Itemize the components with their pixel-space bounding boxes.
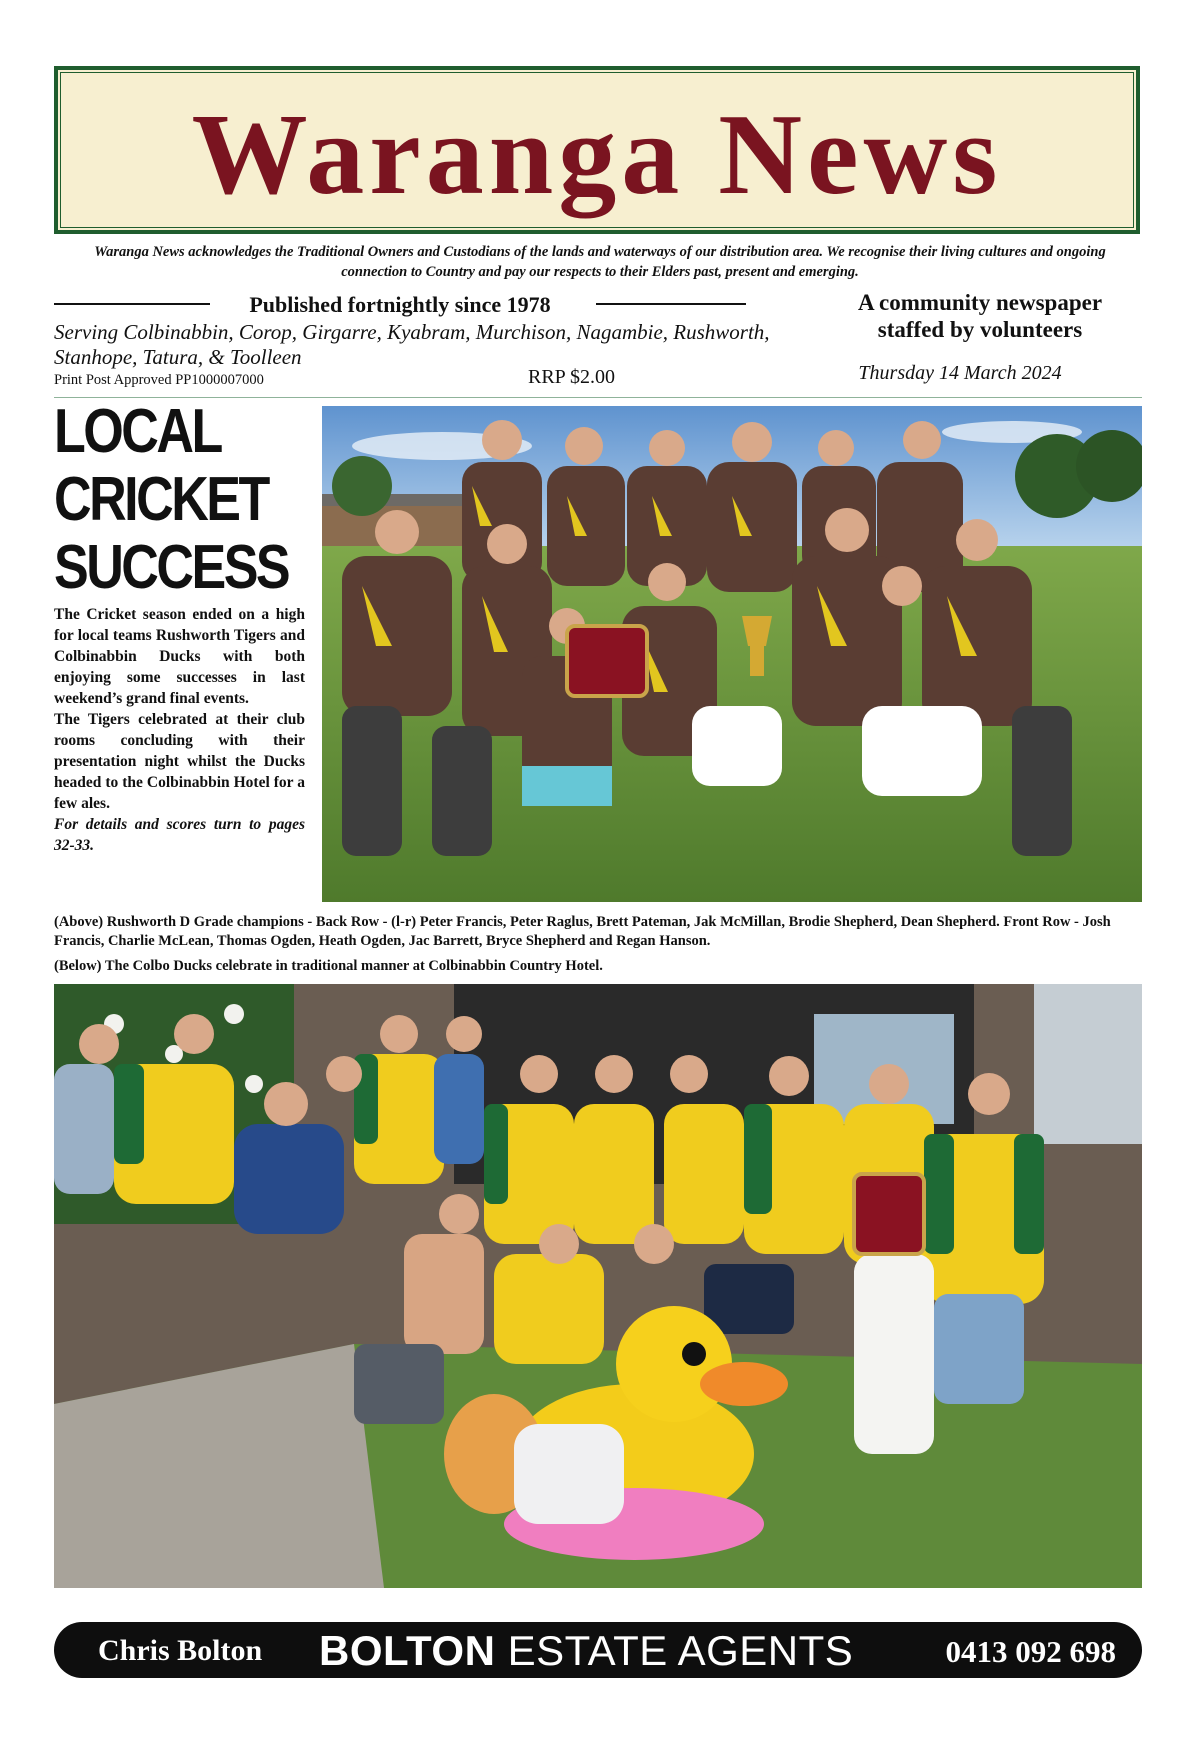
story-page-reference: For details and scores turn to pages 32-33. [54, 816, 305, 854]
masthead-title: Waranga News [191, 91, 1003, 219]
price: RRP $2.00 [528, 366, 616, 388]
serving-areas: Serving Colbinabbin, Corop, Girgarre, Kyabram, Murchison, Nagambie, Rushworth, Stanhope, Tatura, & Toolleen [54, 320, 770, 369]
published-since: Published fortnightly since 1978 [249, 292, 551, 317]
caption-below: (Below) The Colbo Ducks celebrate in traditional manner at Colbinabbin Country Hotel. [54, 958, 603, 974]
story-paragraph-1: The Cricket season ended on a high for local teams Rushworth Tigers and Colbinabbin Ducks with both enjoying some successes in last weekend’s grand final events. [54, 606, 305, 707]
agency-name-bold: BOLTON [319, 1627, 496, 1674]
headline-line-3: SUCCESS [54, 533, 289, 602]
masthead [54, 66, 1140, 234]
issue-date: Thursday 14 March 2024 [858, 362, 1062, 384]
agency-phone: 0413 092 698 [945, 1634, 1116, 1669]
photo-colbinabbin-ducks [54, 984, 1142, 1588]
community-tagline-line2: staffed by volunteers [877, 317, 1083, 342]
story-body [54, 604, 305, 856]
story-headline [54, 397, 289, 602]
agent-name: Chris Bolton [98, 1634, 263, 1667]
acknowledgement-of-country: Waranga News acknowledges the Traditional Owners and Custodians of the lands and waterways of our distribution area. We recognise their living cultures and ongoing connection to Country and pay our respects to their Elders past, present and emerging. [94, 244, 1106, 280]
agency-name [319, 1627, 853, 1675]
headline-line-1: LOCAL [54, 397, 221, 466]
caption-above-text: (Above) Rushworth D Grade champions - Back Row - (l-r) Peter Francis, Peter Raglus, Brett Pateman, Jak McMillan, Brodie Shepherd, Dean Shepherd. Front Row - Josh Francis, Charlie McLean, Thomas Ogden, Heath Ogden, Jac Barrett, Bryce Shepherd and Regan Hanson. [54, 914, 1111, 949]
headline-line-2: CRICKET [54, 465, 268, 534]
photo-rushworth-tigers [322, 406, 1142, 902]
caption-above [54, 913, 1144, 951]
advertisement-banner [54, 1622, 1142, 1678]
print-post-number: Print Post Approved PP1000007000 [54, 372, 264, 388]
agency-name-rest: ESTATE AGENTS [495, 1627, 854, 1674]
story-paragraph-2: The Tigers celebrated at their club rooms concluding with their presentation night whilst the Ducks headed to the Colbinabbin Hotel for a few ales. [54, 711, 305, 812]
community-tagline [820, 289, 1140, 343]
community-tagline-line1: A community newspaper [857, 290, 1103, 315]
tigers-photo-illustration [322, 406, 1142, 902]
ducks-photo-illustration [54, 984, 1142, 1588]
